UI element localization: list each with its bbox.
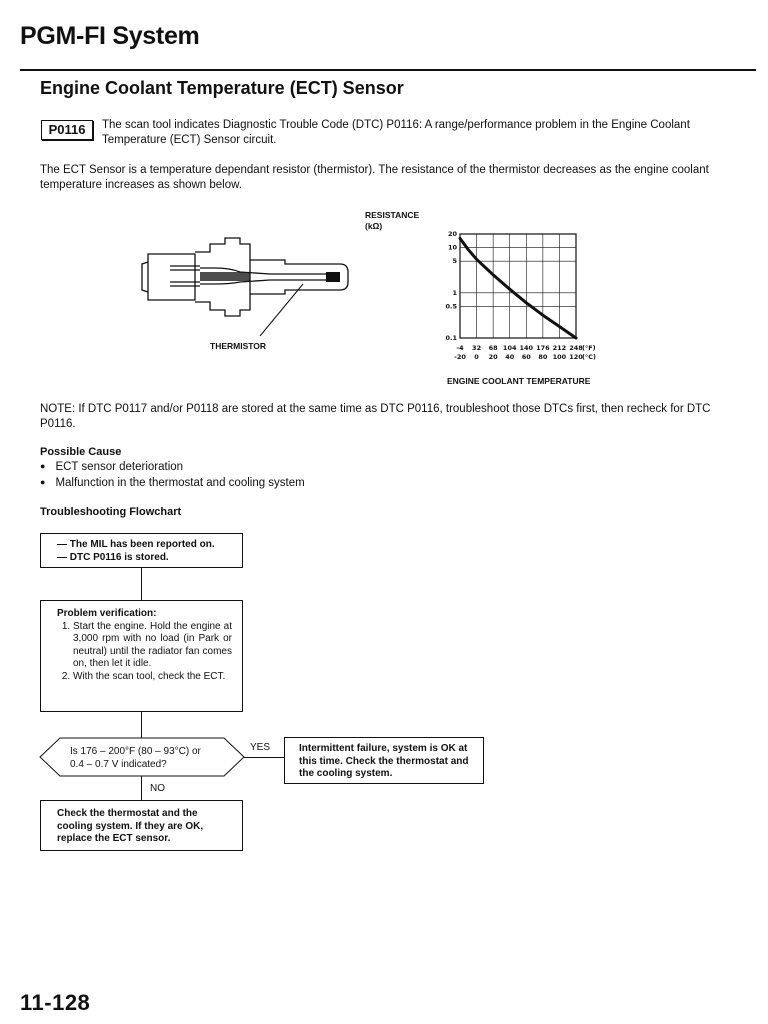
x-tick-label-f: 68 [488,344,498,352]
connector-line [244,757,284,758]
x-tick-label-c: 120 [569,353,583,361]
flowchart-start-box [40,533,243,568]
page-number: 11-128 [20,990,91,1015]
y-tick-label: 0.1 [445,334,457,342]
x-tick-label-f: 140 [519,344,534,352]
x-tick-label-c: 40 [505,353,515,361]
start-line: — DTC P0116 is stored. [57,551,169,563]
y-tick-label: 5 [452,257,457,266]
x-tick-label-c: 60 [521,353,531,361]
yes-label: YES [250,742,271,753]
decision-line: 0.4 – 0.7 V indicated? [70,758,167,770]
dtc-code-badge: P0116 [41,120,93,140]
note-text: NOTE: If DTC P0117 and/or P0118 are stored at the same time as DTC P0116, troubleshoot those DTCs first, then recheck for DTC P0116. [40,403,711,430]
verification-box [40,600,243,712]
decision-line: Is 176 – 200°F (80 – 93°C) or [70,746,201,757]
possible-cause-list [40,460,305,491]
start-line: — The MIL has been reported on. [57,539,215,550]
x-tick-label-c: 0 [474,353,479,361]
chart-yunit: (kΩ) [365,221,383,231]
x-tick-label-f: 32 [472,344,482,352]
title-rule [20,69,756,71]
y-tick-label: 1 [452,288,457,297]
possible-cause-title: Possible Cause [40,446,122,458]
x-tick-label-c: 80 [538,353,548,361]
yes-result-box: Intermittent failure, system is OK at this time. Check the thermostat and the cooling system. [284,737,484,784]
flowchart-title: Troubleshooting Flowchart [40,506,182,518]
description-text: The ECT Sensor is a temperature dependant resistor (thermistor). The resistance of the thermistor decreases as the engine coolant temperature increases as shown below. [40,164,709,191]
x-tick-label-f: 248 [569,344,583,352]
connector-line [141,712,142,738]
y-tick-label: 20 [447,230,457,238]
x-tick-label-c: 100 [552,353,567,361]
verification-step: 1. Start the engine. Hold the engine at 3,000 rpm with no load (in Park or neutral) until the radiator fan comes on, then let it idle. [73,621,232,671]
x-tick-label-c: 20 [488,353,498,361]
verification-step: 2. With the scan tool, check the ECT. [73,671,232,684]
y-tick-label: 10 [447,243,457,252]
cause-item: ● ECT sensor deterioration [40,460,305,476]
x-tick-label-c: -20 [454,353,466,361]
chart-xlabel: ENGINE COOLANT TEMPERATURE [447,376,591,386]
connector-body [148,254,195,300]
no-result-box: Check the thermostat and the cooling system. If they are OK, replace the ECT sensor. [40,800,243,851]
dtc-intro-text: The scan tool indicates Diagnostic Trouble Code (DTC) P0116: A range/performance problem in the Engine Coolant Temperature (ECT) Sensor circuit. [102,119,690,146]
thermistor-label: THERMISTOR [210,341,267,351]
x-tick-label-f: 104 [502,344,517,352]
chart-frame [460,234,576,338]
x-tick-label-f: 212 [552,344,567,352]
resistance-curve [460,238,576,338]
x-unit-f: (°F) [582,344,596,352]
cause-item: ● Malfunction in the thermostat and cooling system [40,476,305,492]
ect-sensor-diagram [140,232,360,352]
x-tick-label-f: -4 [456,344,464,352]
x-tick-label-f: 176 [536,344,550,352]
y-tick-label: 0.5 [445,302,457,311]
verification-title: Problem verification: [57,608,157,619]
decision-text [70,746,201,771]
chart-ylabel: RESISTANCE [365,210,420,220]
resistance-chart [440,228,620,374]
page-title: PGM-FI System [20,22,200,50]
verification-steps [57,621,232,684]
connector-line [141,776,142,800]
x-unit-c: (°C) [582,353,596,361]
no-label: NO [150,783,165,794]
connector-line [141,568,142,600]
section-title: Engine Coolant Temperature (ECT) Sensor [40,78,404,98]
